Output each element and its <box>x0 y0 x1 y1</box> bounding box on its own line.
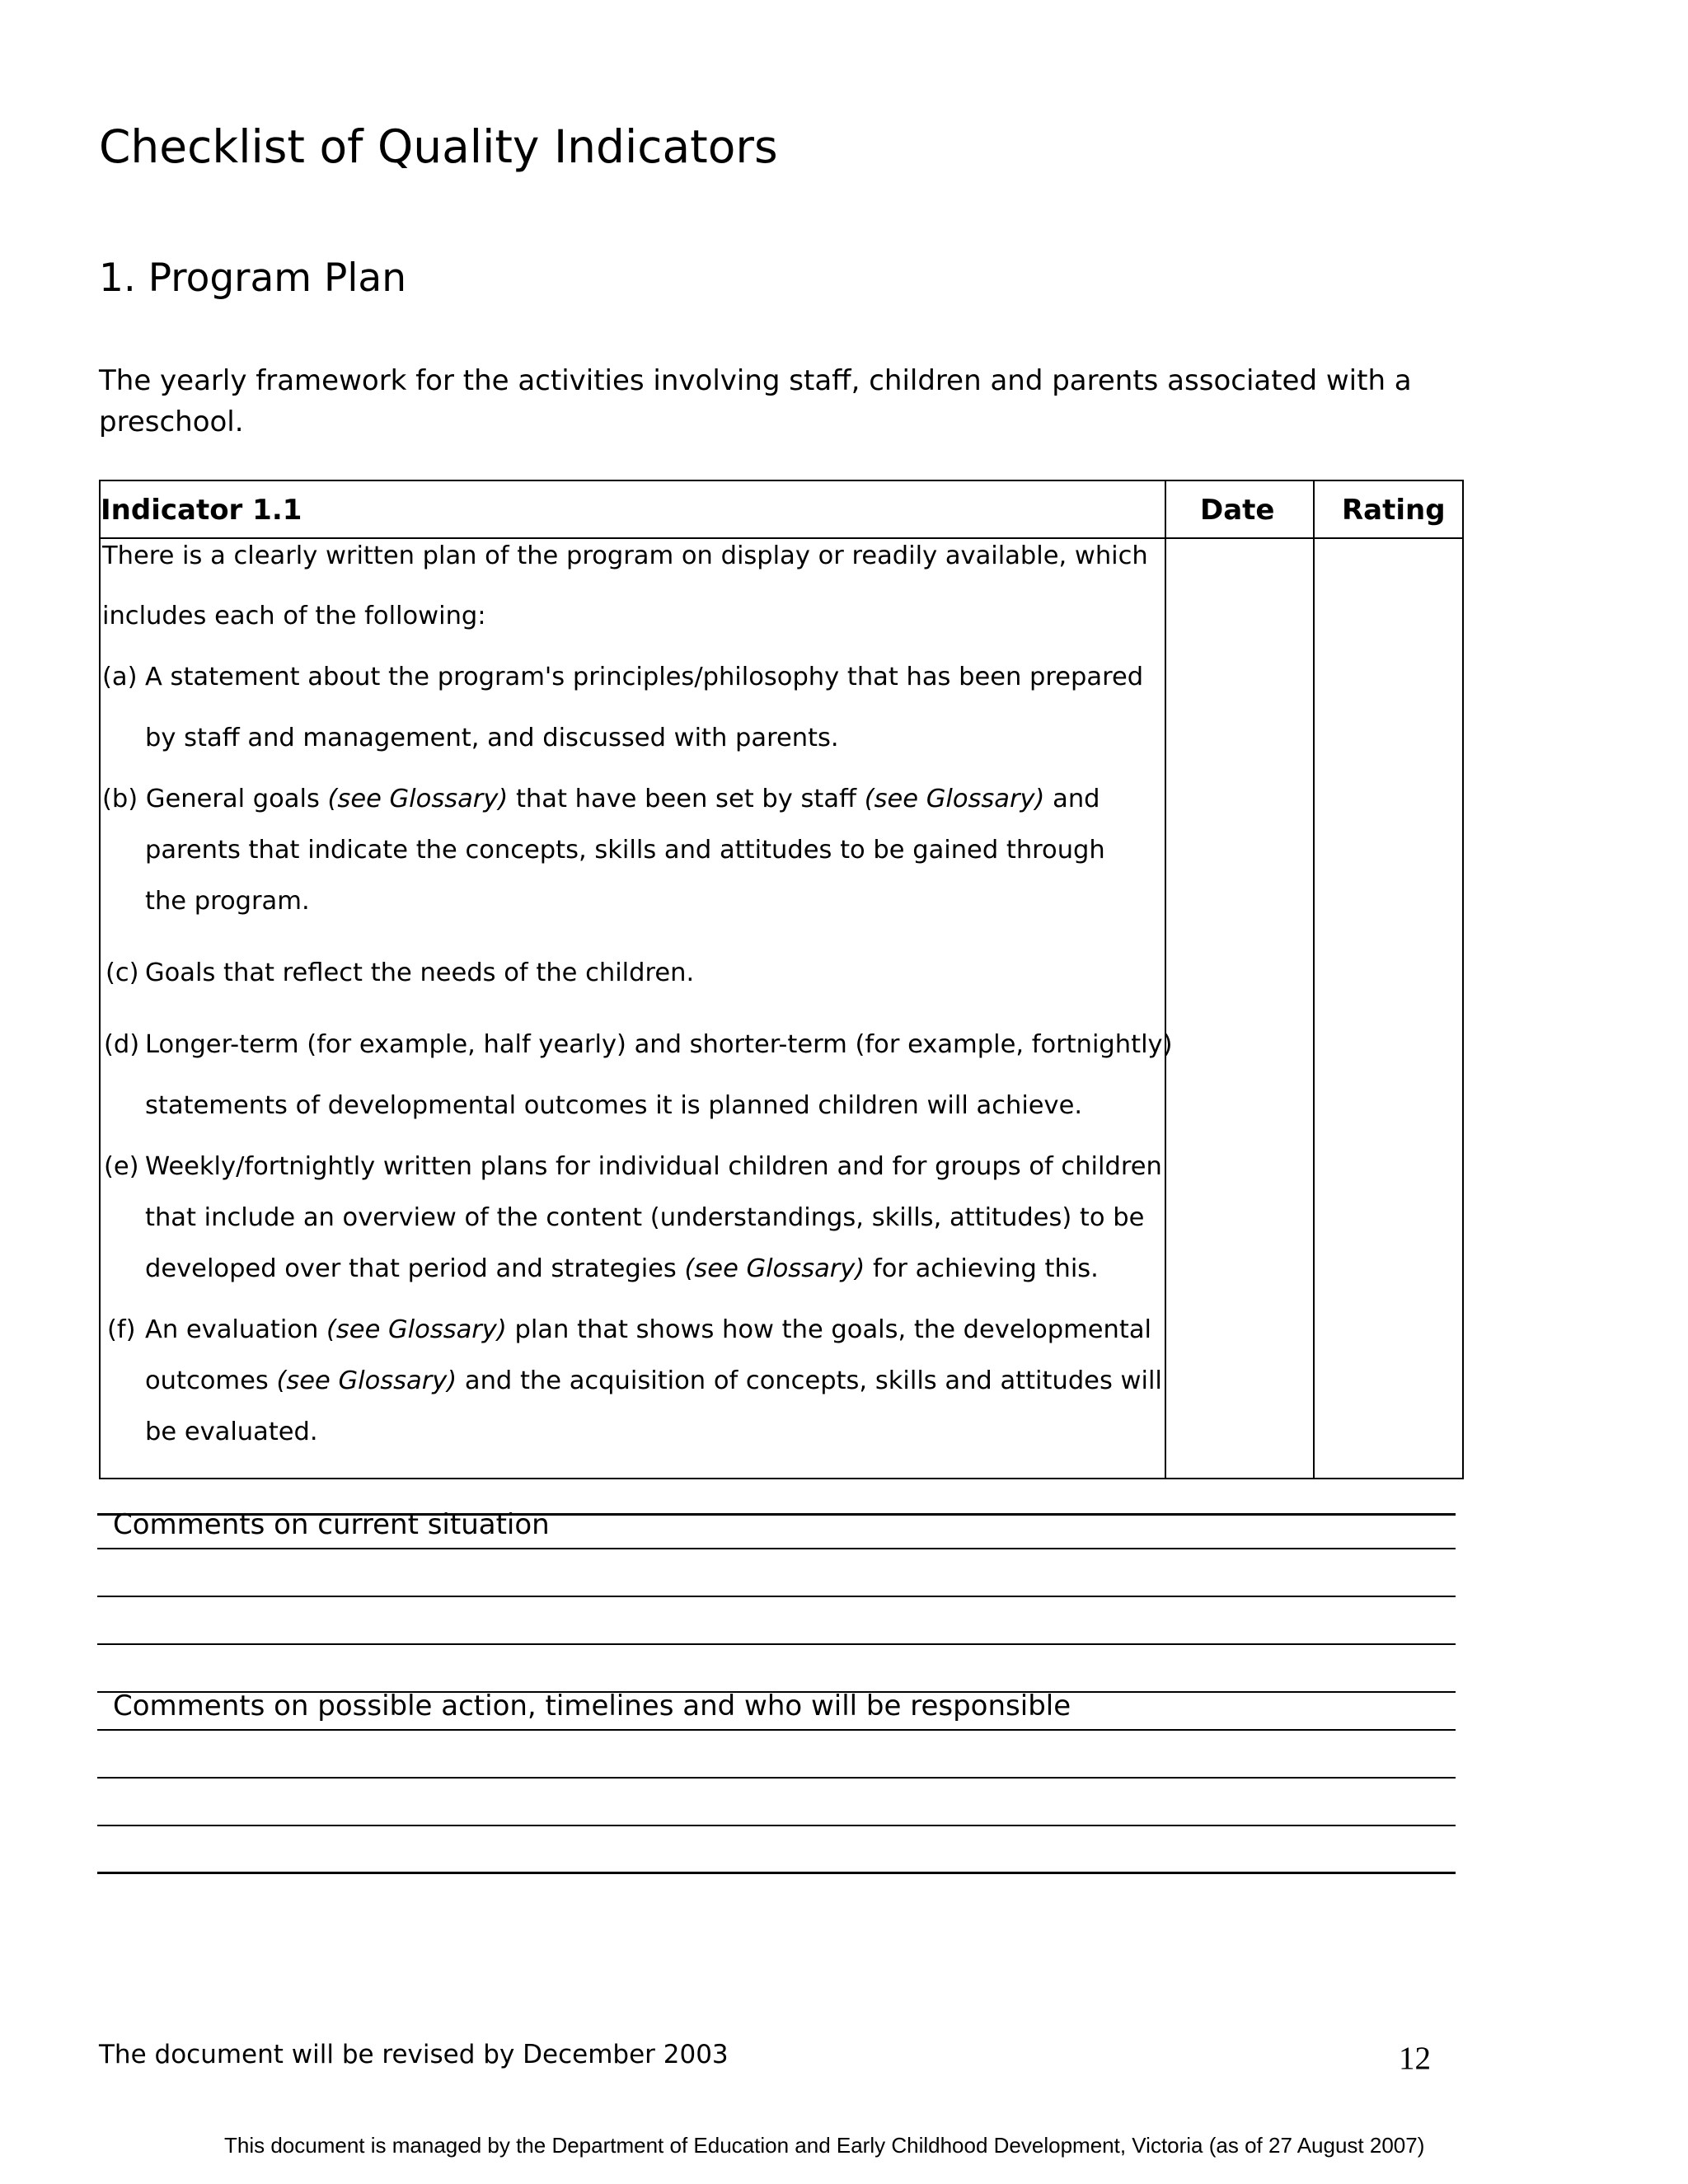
item-text: be evaluated. <box>145 1418 318 1446</box>
comment-line[interactable] <box>97 1825 1456 1826</box>
comment-line[interactable] <box>97 1643 1456 1645</box>
comment-line[interactable] <box>97 1777 1456 1779</box>
item-text: by staff and management, and discussed with parents. <box>145 724 839 752</box>
item-line <box>102 1315 1182 1345</box>
indicator-item <box>102 663 1182 753</box>
item-text: General goals <box>138 785 328 813</box>
date-header: Date <box>1200 494 1275 527</box>
indicator-item <box>102 1030 1182 1121</box>
item-marker: (c) <box>106 958 139 987</box>
comments-action-label: Comments on possible action, timelines and who will be responsible <box>113 1690 1071 1722</box>
item-text: the program. <box>145 887 310 916</box>
item-line <box>102 1254 1182 1284</box>
item-line <box>102 1418 1182 1447</box>
item-text: Weekly/fortnightly written plans for individual children and for groups of children <box>145 1152 1162 1181</box>
indicator-header: Indicator 1.1 <box>101 494 302 527</box>
item-line <box>102 785 1182 814</box>
document-title: Checklist of Quality Indicators <box>99 120 778 173</box>
comment-line[interactable] <box>97 1596 1456 1597</box>
item-line <box>102 1152 1182 1182</box>
managed-by-note: This document is managed by the Department of Education and Early Childhood Development, Victoria (as of 27 August 2007) <box>224 2133 1425 2158</box>
item-text: A statement about the program's principles/philosophy that has been prepared <box>145 663 1144 691</box>
revision-note: The document will be revised by December 2003 <box>99 2040 729 2069</box>
item-text: for achieving this. <box>865 1254 1099 1283</box>
item-text: Longer-term (for example, half yearly) and shorter-term (for example, fortnightly) <box>145 1030 1173 1059</box>
indicator-item <box>102 958 1182 988</box>
lead-line: There is a clearly written plan of the program on display or readily available, which <box>102 541 1148 570</box>
item-line <box>102 1366 1182 1396</box>
item-text: developed over that period and strategies <box>145 1254 685 1283</box>
item-line <box>102 1091 1182 1121</box>
glossary-reference: (see Glossary) <box>864 785 1045 813</box>
glossary-reference: (see Glossary) <box>326 1315 507 1344</box>
glossary-reference: (see Glossary) <box>684 1254 865 1283</box>
item-marker: (a) <box>102 663 138 691</box>
item-line <box>102 836 1182 865</box>
item-text: and the acquisition of concepts, skills and attitudes will <box>457 1366 1162 1395</box>
indicator-description <box>102 541 1182 1447</box>
glossary-reference: (see Glossary) <box>327 785 509 813</box>
item-line <box>102 663 1182 692</box>
item-text: and <box>1044 785 1100 813</box>
rating-column-divider <box>1313 481 1315 1478</box>
rating-header: Rating <box>1342 494 1446 527</box>
item-line <box>102 958 1182 988</box>
item-text: Goals that reflect the needs of the children. <box>145 958 695 987</box>
indicator-item <box>102 1315 1182 1447</box>
item-marker: (e) <box>104 1152 139 1181</box>
item-text: plan that shows how the goals, the developmental <box>506 1315 1152 1344</box>
indicator-table <box>99 480 1464 1479</box>
comment-line[interactable] <box>97 1872 1456 1874</box>
item-text: that have been set by staff <box>508 785 865 813</box>
item-line <box>102 887 1182 916</box>
glossary-reference: (see Glossary) <box>276 1366 457 1395</box>
item-line <box>102 724 1182 753</box>
comment-line[interactable] <box>97 1729 1456 1731</box>
section-intro: The yearly framework for the activities involving staff, children and parents associated with a preschool. <box>99 364 1412 438</box>
item-marker: (b) <box>102 785 138 813</box>
lead-line: includes each of the following: <box>102 602 486 630</box>
item-line <box>102 1030 1182 1060</box>
item-text: parents that indicate the concepts, skills and attitudes to be gained through <box>145 836 1105 865</box>
indicator-item <box>102 785 1182 916</box>
item-line <box>102 1203 1182 1233</box>
page-number: 12 <box>1399 2041 1431 2076</box>
indicator-item <box>102 1152 1182 1284</box>
item-marker: (f) <box>107 1315 136 1344</box>
item-text: outcomes <box>145 1366 277 1395</box>
item-text: An evaluation <box>145 1315 327 1344</box>
section-title: 1. Program Plan <box>99 255 407 301</box>
item-marker: (d) <box>104 1030 140 1059</box>
comment-line[interactable] <box>97 1548 1456 1549</box>
comments-current-label: Comments on current situation <box>113 1508 550 1541</box>
item-text: that include an overview of the content (understandings, skills, attitudes) to be <box>145 1203 1145 1232</box>
item-text: statements of developmental outcomes it is planned children will achieve. <box>145 1091 1083 1120</box>
indicator-table-header <box>101 481 1462 539</box>
